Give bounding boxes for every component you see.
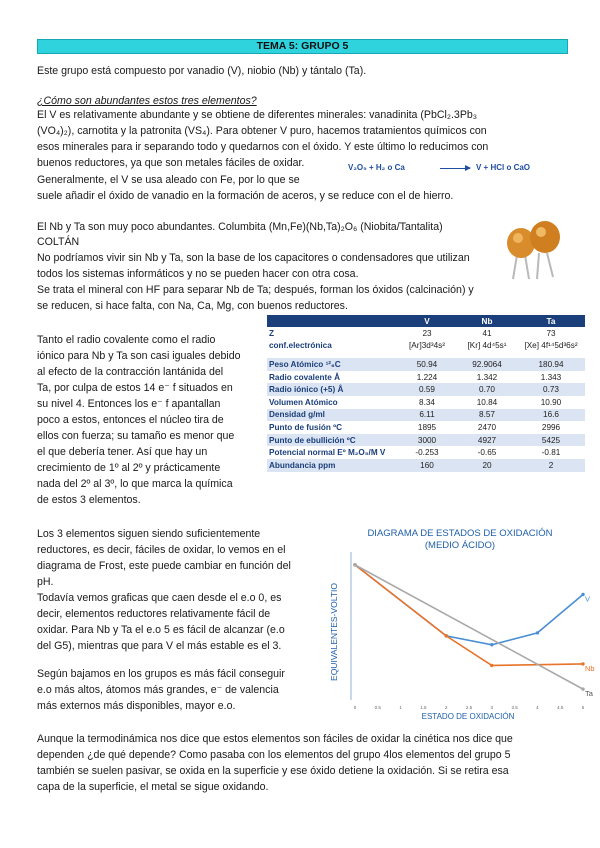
text-line: (VO₄)₂), carnotita y la patronita (VS₄). Para obtener V puro, hacemos tratamientos químicos con	[37, 125, 487, 137]
text-line: se reducen, si hace falta, con Na, Ca, Mg, con buenos reductores.	[37, 300, 348, 312]
x-tick-label: 2.5	[465, 705, 473, 710]
series-line-nb	[355, 565, 583, 666]
table-cell: [Xe] 4f¹⁴5d³6s²	[517, 340, 585, 353]
table-row	[267, 446, 585, 459]
text-line: nada del 2º al 3º, lo que marca la química	[37, 478, 233, 490]
text-line: oxidar. Para Nb y Ta el e.o 5 es fácil de alcanzar (e.o	[37, 624, 285, 636]
data-point-v	[490, 643, 493, 646]
table-row	[267, 459, 585, 472]
table-cell: Densidad g/ml	[267, 409, 397, 422]
text-line: de estos 3 elementos.	[37, 494, 141, 506]
table-row	[267, 409, 585, 422]
table-cell: 1.343	[517, 371, 585, 384]
table-header-cell: Ta	[517, 315, 585, 327]
series-label-nb: Nb	[585, 663, 595, 673]
text-line: El Nb y Ta son muy poco abundantes. Columbita (Mn,Fe)(Nb,Ta)₂O₆ (Niobita/Tantalita)	[37, 221, 443, 233]
table-cell: Volumen Atómico	[267, 396, 397, 409]
table-cell: 50.94	[397, 358, 457, 371]
table-cell: Z	[267, 327, 397, 340]
chart-title: DIAGRAMA DE ESTADOS DE OXIDACIÓN	[367, 528, 553, 539]
text-line: Según bajamos en los grupos es más fácil conseguir	[37, 668, 285, 680]
text-line: buenos reductores, ya que son metales fáciles de oxidar.	[37, 157, 305, 169]
series-label-ta: Ta	[585, 689, 593, 699]
table-cell: [Kr] 4d⁴5s¹	[457, 340, 517, 353]
text-line: Aunque la termodinámica nos dice que estos elementos son fáciles de oxidar la cinética nos dice que	[37, 733, 513, 745]
table-cell: 1.224	[397, 371, 457, 384]
table-cell: 73	[517, 327, 585, 340]
table-header-row	[267, 315, 585, 327]
series-line-v	[355, 565, 583, 645]
table-cell: 92.9064	[457, 358, 517, 371]
table-cell: 2470	[457, 421, 517, 434]
table-cell: 1895	[397, 421, 457, 434]
text-line: Ta, por culpa de estos 14 e⁻ f situados en	[37, 382, 233, 394]
table-cell: 1.342	[457, 371, 517, 384]
page-title: TEMA 5: GRUPO 5	[37, 39, 568, 54]
text-line: El V es relativamente abundante y se obtiene de diferentes minerales: vanadinita (PbCl₂.3Pb₃	[37, 109, 478, 121]
text-line: reductores, es decir, fáciles de oxidar, lo vemos en el	[37, 544, 286, 556]
table-cell: 20	[457, 459, 517, 472]
table-cell: 2996	[517, 421, 585, 434]
table-cell: 160	[397, 459, 457, 472]
text-line: Se trata el mineral con HF para separar Nb de Ta; después, forman los óxidos (calcinación) y	[37, 284, 474, 296]
text-line: más externos más disponibles, mayor e.o.	[37, 700, 236, 712]
table-cell: 8.34	[397, 396, 457, 409]
text-line: del G5), mientras que para V el más estable es el 3.	[37, 640, 282, 652]
data-point-nb	[445, 634, 448, 637]
table-row	[267, 327, 585, 340]
table-row	[267, 434, 585, 447]
table-cell: Radio iónico (+5) Å	[267, 383, 397, 396]
text-line: No podríamos vivir sin Nb y Ta, son la base de los capacitores o condensadores que utilizan	[37, 252, 470, 264]
text-line: diagrama de Frost, este puede cambiar en función del	[37, 560, 291, 572]
chart-ylabel: EQUIVALENTES-VOLTIO	[329, 583, 339, 681]
data-point-nb	[490, 664, 493, 667]
x-tick-label: 2	[444, 705, 448, 710]
table-cell: -0.81	[517, 446, 585, 459]
properties-table	[267, 315, 585, 472]
text-line: todos los sistemas informáticos y no se pueden hacer con otra cosa.	[37, 268, 359, 280]
table-cell: 180.94	[517, 358, 585, 371]
table-cell: -0.253	[397, 446, 457, 459]
text-line: el que debería tener. Así que hay un	[37, 446, 208, 458]
tantalum-capacitors-image	[503, 215, 565, 281]
text-line: también se suelen pasivar, se oxida en la superficie y ese óxido detiene la oxidación. Si se retira esa	[37, 765, 509, 777]
table-cell: 16.6	[517, 409, 585, 422]
table-header-cell: V	[397, 315, 457, 327]
table-row	[267, 340, 585, 353]
table-cell: 10.90	[517, 396, 585, 409]
text-line: poco a estos, entonces el núcleo tira de	[37, 414, 224, 426]
text-line: crecimiento de 1º al 2º y prácticamente	[37, 462, 221, 474]
table-cell: 10.84	[457, 396, 517, 409]
table-cell: 0.59	[397, 383, 457, 396]
table-cell: 3000	[397, 434, 457, 447]
data-point-ta	[353, 563, 356, 566]
table-cell: Punto de fusión ºC	[267, 421, 397, 434]
text-line: Los 3 elementos siguen siendo suficientemente	[37, 528, 261, 540]
equation-reactants: V₂O₅ + H₂ o Ca	[348, 163, 405, 172]
chart-xlabel: ESTADO DE OXIDACIÓN	[421, 712, 515, 721]
table-row	[267, 383, 585, 396]
table-cell: Radio covalente Å	[267, 371, 397, 384]
table-cell: 8.57	[457, 409, 517, 422]
series-label-v: V	[585, 594, 591, 604]
text-line: ellos con fuerza; su tamaño es menor que	[37, 430, 235, 442]
data-point-v	[536, 631, 539, 634]
text-line: dependen ¿de qué depende? Como pasaba con los elementos del grupo 4los elementos del grupo 5	[37, 749, 511, 761]
x-tick-label: 1	[399, 705, 402, 710]
table-cell: Punto de ebullición ºC	[267, 434, 397, 447]
text-line: COLTÁN	[37, 236, 80, 248]
text-line: al efecto de la contracción lantánida del	[37, 366, 224, 378]
table-header-cell: Nb	[457, 315, 517, 327]
table-row	[267, 358, 585, 371]
text-line: pH.	[37, 576, 54, 588]
x-tick-label: 0	[353, 705, 357, 710]
x-tick-label: 3	[490, 705, 494, 710]
table-row	[267, 421, 585, 434]
table-cell: 0.73	[517, 383, 585, 396]
table-row	[267, 371, 585, 384]
table-cell: 41	[457, 327, 517, 340]
table-cell: Potencial normal Eº M₂O₅/M V	[267, 446, 397, 459]
table-cell: 4927	[457, 434, 517, 447]
x-tick-label: 1.5	[420, 705, 427, 710]
equation-products: V + HCl o CaO	[476, 163, 531, 172]
x-tick-label: 4.5	[557, 705, 564, 710]
text-line: e.o más altos, átomos más grandes, e⁻ de valencia	[37, 684, 279, 696]
text-line: decir, elementos reductores relativamente fácil de	[37, 608, 271, 620]
text-line: esos minerales para ir separando todo y quedarnos con el óxido. Y este último lo reducimos con	[37, 141, 489, 153]
text-line: Generalmente, el V se usa aleado con Fe, por lo que se	[37, 174, 300, 186]
x-tick-label: 3.5	[511, 705, 518, 710]
table-cell: 0.70	[457, 383, 517, 396]
x-tick-label: 5	[581, 705, 585, 710]
table-cell: 6.11	[397, 409, 457, 422]
table-cell: Peso Atómico ¹²₆C	[267, 358, 397, 371]
text-line: iónico para Nb y Ta son casi iguales debido	[37, 350, 241, 362]
table-cell: [Ar]3d³4s²	[397, 340, 457, 353]
text-line: capa de la superficie, el metal se sigue oxidando.	[37, 781, 269, 793]
table-cell: Abundancia ppm	[267, 459, 397, 472]
intro-paragraph: Este grupo está compuesto por vanadio (V), niobio (Nb) y tántalo (Ta).	[37, 65, 367, 77]
series-line-ta	[355, 565, 583, 689]
text-line: suele añadir el óxido de vanadio en la formación de aceros, y se reduce con el de hierro.	[37, 190, 454, 202]
reaction-arrow-icon	[440, 168, 470, 169]
table-cell: conf.electrónica	[267, 340, 397, 353]
table-header-cell	[267, 315, 397, 327]
x-tick-label: 4	[536, 705, 539, 710]
table-cell: 23	[397, 327, 457, 340]
table-cell: -0.65	[457, 446, 517, 459]
x-tick-label: 0.5	[374, 705, 381, 710]
table-cell: 2	[517, 459, 585, 472]
frost-diagram-chart	[325, 520, 595, 725]
text-line: su nivel 4. Entonces los e⁻ f apantallan	[37, 398, 221, 410]
text-line: Tanto el radio covalente como el radio	[37, 334, 216, 346]
chart-subtitle: (MEDIO ÁCIDO)	[424, 540, 496, 551]
table-cell: 5425	[517, 434, 585, 447]
abundance-question: ¿Cómo son abundantes estos tres elementos?	[37, 95, 257, 107]
text-line: Todavía vemos graficas que caen desde el e.o 0, es	[37, 592, 282, 604]
table-row	[267, 396, 585, 409]
